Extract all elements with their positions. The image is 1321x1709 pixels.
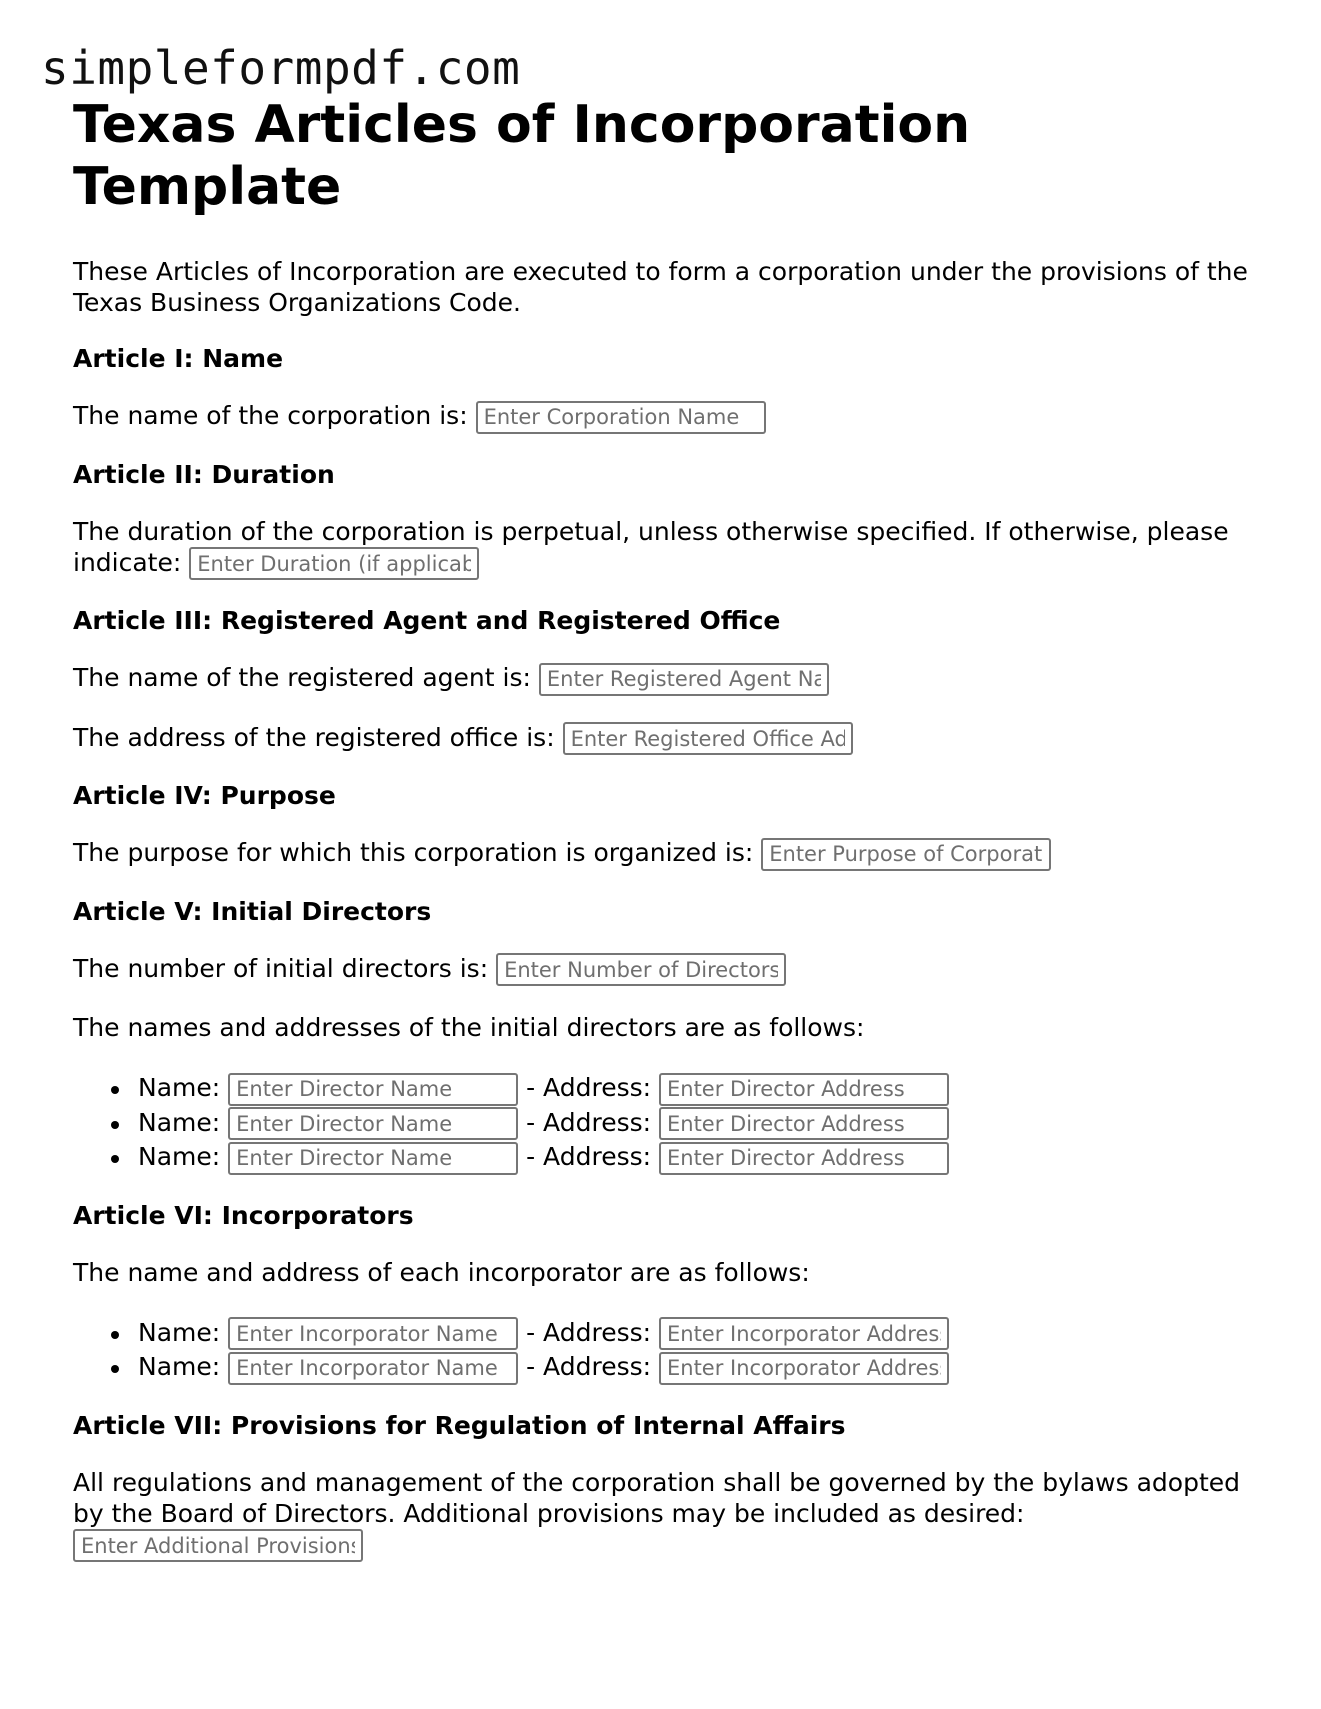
article-1-heading: Article I: Name	[73, 344, 284, 373]
incorporator-2-address-input[interactable]	[659, 1352, 949, 1385]
article-4-heading: Article IV: Purpose	[73, 781, 336, 810]
director-count-label: The number of initial directors is:	[73, 953, 489, 983]
purpose-label: The purpose for which this corporation is organized is:	[73, 838, 754, 867]
registered-agent-input[interactable]	[539, 663, 829, 696]
corporation-name-input[interactable]	[476, 401, 766, 434]
intro-paragraph: These Articles of Incorporation are executed to form a corporation under the provisions of the Texas Business Organizations Code.	[73, 257, 1248, 317]
article-3-heading: Article III: Registered Agent and Registered Office	[73, 606, 781, 635]
incorporator-name-label: Name:	[138, 1317, 221, 1347]
director-address-label: - Address:	[526, 1142, 652, 1171]
director-address-label: - Address:	[526, 1073, 652, 1102]
list-item	[138, 1071, 1273, 1106]
corporation-name-label: The name of the corporation is:	[73, 401, 468, 430]
director-count-input[interactable]	[496, 953, 786, 986]
provisions-label: All regulations and management of the corporation shall be governed by the bylaws adopted by the Board of Directors. Additional provisions may be included as desired:	[73, 1467, 1241, 1528]
director-3-name-input[interactable]	[228, 1142, 518, 1175]
additional-provisions-input[interactable]	[73, 1529, 363, 1562]
director-2-name-input[interactable]	[228, 1107, 518, 1140]
list-item	[138, 1140, 1273, 1175]
incorporator-1-address-input[interactable]	[659, 1317, 949, 1350]
page-title: Texas Articles of Incorporation Template	[73, 95, 971, 217]
incorporator-address-label: - Address:	[526, 1352, 652, 1381]
article-2-heading: Article II: Duration	[73, 459, 335, 489]
article-5-heading: Article V: Initial Directors	[73, 896, 432, 926]
article-6-heading: Article VI: Incorporators	[73, 1200, 414, 1230]
director-2-address-input[interactable]	[659, 1107, 949, 1140]
incorporator-name-label: Name:	[138, 1352, 221, 1381]
list-item	[138, 1350, 1273, 1385]
director-name-label: Name:	[138, 1142, 221, 1171]
incorporator-1-name-input[interactable]	[228, 1317, 518, 1350]
directors-list-intro: The names and addresses of the initial directors are as follows:	[73, 1013, 865, 1042]
list-item	[138, 1316, 1273, 1351]
registered-agent-label: The name of the registered agent is:	[73, 663, 531, 692]
incorporator-2-name-input[interactable]	[228, 1352, 518, 1385]
purpose-row	[73, 837, 1273, 871]
article-7-heading: Article VII: Provisions for Regulation of Internal Affairs	[73, 1410, 846, 1440]
site-watermark: simpleformpdf.com	[41, 41, 521, 95]
provisions-row	[73, 1467, 1263, 1563]
list-item	[138, 1106, 1273, 1141]
registered-office-input[interactable]	[563, 722, 853, 755]
document-body	[73, 94, 1273, 1562]
article-2-row	[73, 516, 1263, 581]
registered-agent-row	[73, 662, 1273, 696]
registered-office-label: The address of the registered office is:	[73, 722, 555, 752]
directors-list	[73, 1071, 1273, 1175]
registered-office-row	[73, 722, 1273, 756]
director-3-address-input[interactable]	[659, 1142, 949, 1175]
article-1-row	[73, 400, 1273, 434]
director-name-label: Name:	[138, 1073, 221, 1102]
purpose-input[interactable]	[761, 838, 1051, 871]
incorporators-list	[73, 1316, 1273, 1385]
director-address-label: - Address:	[526, 1107, 652, 1137]
director-count-row	[73, 953, 1273, 987]
director-name-label: Name:	[138, 1107, 221, 1137]
incorporator-address-label: - Address:	[526, 1317, 652, 1347]
duration-label: The duration of the corporation is perpetual, unless otherwise specified. If otherwise, please indicate:	[73, 516, 1229, 577]
director-1-name-input[interactable]	[228, 1073, 518, 1106]
duration-input[interactable]	[189, 547, 479, 580]
director-1-address-input[interactable]	[659, 1073, 949, 1106]
incorporators-list-intro: The name and address of each incorporator are as follows:	[73, 1257, 810, 1287]
